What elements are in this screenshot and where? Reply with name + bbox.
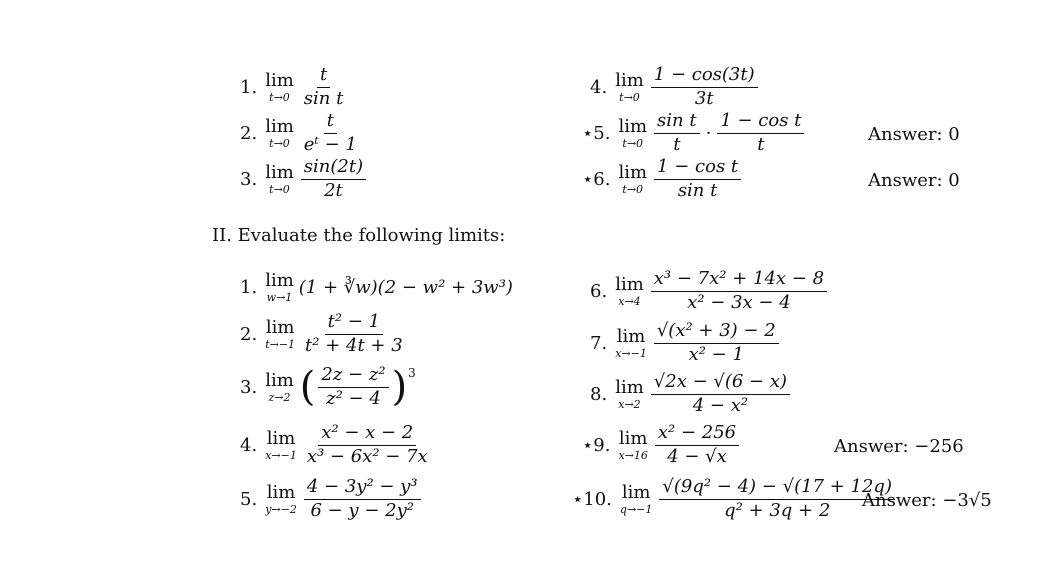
limit-operator: lim w→1 [265,270,294,304]
problem-2-4 [240,424,433,467]
problem-number: 2. [240,323,258,345]
fraction: $\frac{t}{\text{eᵗ − 1}}$ [303,110,357,155]
problem-2-1 [240,272,513,303]
limit-operator: lim t→0 [265,69,294,104]
limit-operator: lim t→0 [618,115,648,150]
limit-operator: lim x→−1 [265,427,297,462]
problem-2-7 [590,322,781,365]
problem-number: 8. [590,383,608,405]
limit-operator: lim t→0 [265,161,294,196]
problem-1-2 [240,112,362,155]
problem-number: 7. [590,332,608,354]
limit-operator: lim x→4 [615,273,644,308]
limit-operator: lim t→−1 [265,316,296,351]
problem-number: ⋆6. [582,168,611,190]
problem-number: 1. [240,76,258,98]
problem-2-3 [240,366,416,409]
limit-operator: lim t→0 [618,161,648,196]
fraction: $\frac{\text{sin t}}{t}$ [654,112,700,155]
right-paren: ) [391,364,408,411]
fraction: $\frac{\text{4 − 3y² − y³}}{\text{6 − y − 2y²}}$ [304,478,421,521]
problem-2-2 [240,313,408,356]
problem-1-4 [590,66,760,109]
problem-2-10 [572,478,897,521]
problem-number: 5. [240,488,258,510]
problem-number: 2. [240,122,258,144]
fraction: $\frac{\text{√(9q² − 4) − √(17 + 12q)}}{\text{q² + 3q + 2}}$ [659,478,895,521]
fraction: $\frac{\text{t² − 1}}{\text{t² + 4t + 3}}$ [305,311,403,356]
fraction: $\frac{t}{\text{sin t}}$ [303,64,344,109]
problem-2-5 [240,478,423,521]
answer-1-6: Answer: 0 [868,170,960,191]
limit-operator: lim x→2 [615,376,644,411]
answer-2-9: Answer: −256 [834,436,964,457]
fraction: $\frac{\text{x² − x − 2}}{\text{x³ − 6x² − 7x}}$ [306,422,428,467]
limit-operator: lim y→−2 [265,481,297,516]
problem-2-9 [582,424,741,467]
problem-1-5 [582,112,806,155]
problem-number: 4. [590,76,608,98]
fraction: $\frac{\text{1 − cos t}}{t}$ [717,112,804,155]
answer-2-10: Answer: −3√5 [862,490,992,511]
fraction: $\frac{\sin(2t)}{2t}$ [301,158,366,201]
limit-operator: lim q→−1 [619,481,653,516]
problem-1-1 [240,66,348,109]
left-paren: ( [299,364,316,411]
fraction: $\frac{\text{√(x² + 3) − 2}}{\text{x² − 1}}$ [654,322,779,365]
limit-operator: lim t→0 [615,69,644,104]
fraction: $\frac{1 - \cos(3t)}{3t}$ [651,66,758,109]
exponent: 3 [408,366,416,380]
fraction: $\frac{√2x - √(6 - x)}{\text{4 − x²}}$ [651,373,790,416]
multiply-dot: · [705,122,712,144]
problem-number: ⋆5. [582,122,611,144]
answer-1-5: Answer: 0 [868,124,960,145]
problem-number: ⋆9. [582,434,611,456]
limit-operator: lim z→2 [265,369,294,404]
problem-2-8 [590,373,792,416]
section-heading: II. Evaluate the following limits: [212,225,506,246]
limit-operator: lim t→0 [265,115,294,150]
problem-number: 4. [240,434,258,456]
problem-number: 6. [590,280,608,302]
limit-operator: lim x→−1 [615,325,647,360]
fraction: $\frac{\text{1 − cos t}}{\text{sin t}}$ [654,158,741,201]
problem-number: 3. [240,376,258,398]
problem-2-6 [590,270,829,313]
problem-number: 3. [240,168,258,190]
fraction: $\frac{\text{x² − 256}}{4 - √x}$ [655,424,739,467]
problem-1-3 [240,158,368,201]
problem-number: 1. [240,277,258,298]
expression: (1 + ∛w)(2 − w² + 3w³) [298,277,513,298]
fraction: $\frac{\text{x³ − 7x² + 14x − 8}}{\text{x² − 3x − 4}}$ [651,270,827,313]
fraction: $\frac{\text{2z − z²}}{\text{z² − 4}}$ [318,366,388,409]
problem-number: ⋆10. [572,488,612,510]
problem-1-6 [582,158,743,201]
limit-operator: lim x→16 [618,427,648,462]
